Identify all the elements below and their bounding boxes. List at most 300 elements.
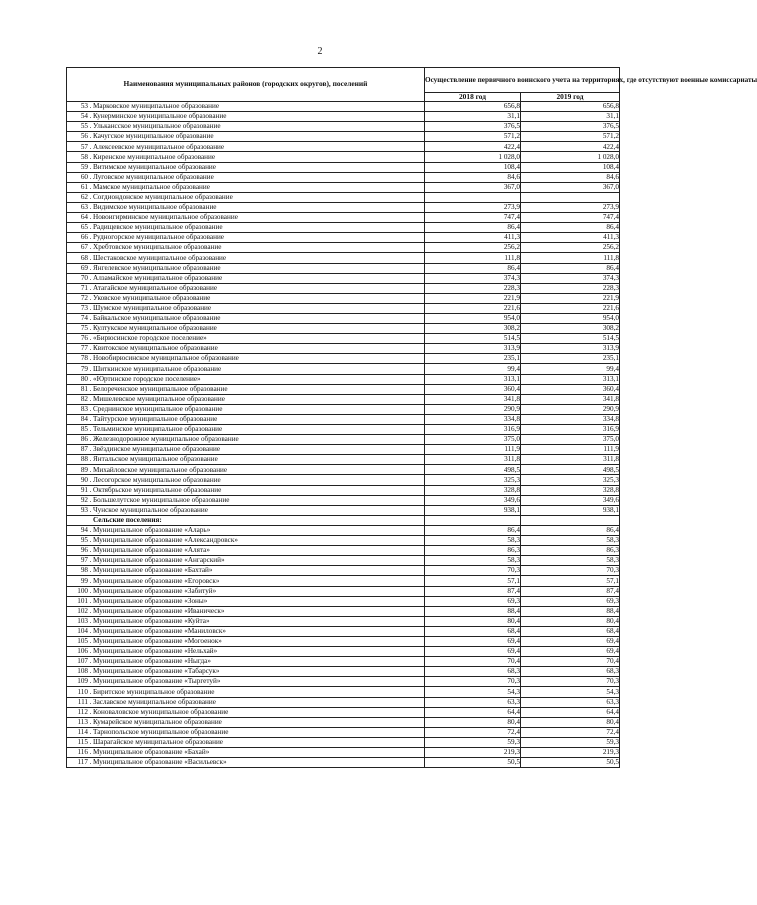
value-2018: 63,3	[425, 697, 521, 707]
row-name-cell	[67, 122, 425, 132]
table-row	[67, 727, 620, 737]
table-row	[67, 657, 620, 667]
row-number: 111	[77, 697, 88, 706]
row-number-dot: .	[89, 637, 92, 646]
row-number: 58	[80, 152, 88, 161]
row-name: Муниципальное образование «Бахай»	[93, 748, 210, 757]
row-number: 106	[77, 647, 88, 656]
row-number-dot: .	[89, 748, 92, 757]
value-2018: 334,8	[425, 414, 521, 424]
value-2019: 221,9	[521, 293, 620, 303]
row-name: Уковское муниципальное образование	[93, 293, 211, 302]
row-name: Рудногорское муниципальное образование	[93, 233, 224, 242]
row-number-dot: .	[89, 263, 92, 272]
table-row	[67, 758, 620, 768]
row-number-dot: .	[89, 394, 92, 403]
row-number-dot: .	[89, 475, 92, 484]
row-name: Видимское муниципальное образование	[93, 203, 217, 212]
table-row	[67, 132, 620, 142]
row-name: Шиткинское муниципальное образование	[93, 364, 222, 373]
row-number-dot: .	[89, 233, 92, 242]
empty-cell	[521, 515, 620, 525]
header-year-2018: 2018 год	[425, 93, 521, 102]
value-2018: 656,8	[425, 102, 521, 112]
value-2018	[425, 192, 521, 202]
table-row	[67, 455, 620, 465]
row-name-cell	[67, 394, 425, 404]
value-2018: 316,9	[425, 425, 521, 435]
row-name: Муниципальное образование «Ангарский»	[93, 556, 225, 565]
row-name: Янтальское муниципальное образование	[93, 455, 218, 464]
row-name: Звёздинское муниципальное образование	[93, 445, 221, 454]
value-2019: 58,3	[521, 556, 620, 566]
row-name-cell	[67, 586, 425, 596]
value-2018: 70,3	[425, 677, 521, 687]
row-name-cell	[67, 202, 425, 212]
value-2019: 334,8	[521, 414, 620, 424]
row-name: Хребтовское муниципальное образование	[93, 243, 222, 252]
row-number-dot: .	[89, 435, 92, 444]
row-name: Муниципальное образование «Алята»	[93, 546, 210, 555]
value-2018: 235,1	[425, 354, 521, 364]
row-name: Кунерминское муниципальное образование	[93, 112, 227, 121]
table-row	[67, 536, 620, 546]
row-number-dot: .	[89, 657, 92, 666]
row-name: Байкальское муниципальное образование	[93, 314, 221, 323]
row-name-cell	[67, 142, 425, 152]
value-2018: 367,0	[425, 182, 521, 192]
row-number: 72	[80, 293, 88, 302]
value-2019: 341,8	[521, 394, 620, 404]
row-name-cell	[67, 243, 425, 253]
row-name-cell	[67, 445, 425, 455]
row-number: 89	[80, 465, 88, 474]
table-row	[67, 202, 620, 212]
value-2019: 69,4	[521, 636, 620, 646]
row-name: Биритское муниципальное образование	[93, 687, 215, 696]
row-number: 57	[80, 142, 88, 151]
value-2018: 86,4	[425, 525, 521, 535]
value-2018: 374,3	[425, 273, 521, 283]
row-number: 81	[80, 384, 88, 393]
table-row	[67, 505, 620, 515]
row-name: Муниципальное образование «Тыргетуй»	[93, 677, 221, 686]
row-number-dot: .	[89, 758, 92, 767]
row-number-dot: .	[89, 586, 92, 595]
row-name: Лесогорское муниципальное образование	[93, 475, 221, 484]
row-name-cell	[67, 172, 425, 182]
value-2019: 86,3	[521, 546, 620, 556]
table-row	[67, 737, 620, 747]
value-2018: 68,4	[425, 626, 521, 636]
table-row	[67, 283, 620, 293]
table-row	[67, 425, 620, 435]
row-name-cell	[67, 465, 425, 475]
table-row	[67, 626, 620, 636]
row-name-cell	[67, 132, 425, 142]
row-number: 108	[77, 667, 88, 676]
value-2019: 360,4	[521, 384, 620, 394]
value-2019: 50,5	[521, 758, 620, 768]
row-name: Улькансское муниципальное образование	[93, 122, 221, 131]
row-name: Муниципальное образование «Иваническ»	[93, 606, 225, 615]
row-name-cell	[67, 657, 425, 667]
value-2018: 341,8	[425, 394, 521, 404]
row-name: Муниципальное образование «Ныгда»	[93, 657, 211, 666]
table-row	[67, 677, 620, 687]
value-2019: 80,4	[521, 616, 620, 626]
value-2019: 313,1	[521, 374, 620, 384]
row-name-cell	[67, 404, 425, 414]
row-name-cell	[67, 717, 425, 727]
row-number-dot: .	[89, 627, 92, 636]
value-2018: 498,5	[425, 465, 521, 475]
row-number-dot: .	[89, 445, 92, 454]
value-2019: 411,3	[521, 233, 620, 243]
table-row	[67, 384, 620, 394]
row-name: Киренское муниципальное образование	[93, 152, 216, 161]
row-number: 97	[80, 556, 88, 565]
row-number: 102	[77, 606, 88, 615]
row-number-dot: .	[89, 283, 92, 292]
row-name-cell	[67, 293, 425, 303]
value-2019: 69,3	[521, 596, 620, 606]
row-number-dot: .	[89, 596, 92, 605]
row-name: Чунское муниципальное образование	[93, 505, 208, 514]
row-name-cell	[67, 525, 425, 535]
value-2019: 70,3	[521, 566, 620, 576]
allocation-table	[66, 67, 757, 768]
row-number-dot: .	[89, 536, 92, 545]
row-name-cell	[67, 283, 425, 293]
row-name: Муниципальное образование «Могоенок»	[93, 637, 222, 646]
row-number: 100	[77, 586, 88, 595]
value-2018: 80,4	[425, 717, 521, 727]
value-2019: 58,3	[521, 536, 620, 546]
value-2018: 938,1	[425, 505, 521, 515]
row-name: Муниципальное образование «Куйта»	[93, 616, 210, 625]
row-name: Луговское муниципальное образование	[93, 172, 214, 181]
row-number: 113	[77, 717, 88, 726]
table-row	[67, 122, 620, 132]
value-2019: 422,4	[521, 142, 620, 152]
row-name-cell	[67, 273, 425, 283]
row-number: 87	[80, 445, 88, 454]
value-2019: 57,1	[521, 576, 620, 586]
row-name: Муниципальное образование «Бахтай»	[93, 566, 213, 575]
row-number: 98	[80, 566, 88, 575]
value-2018: 108,4	[425, 162, 521, 172]
value-2018: 111,8	[425, 253, 521, 263]
row-number: 99	[80, 576, 88, 585]
row-number: 60	[80, 172, 88, 181]
row-number-dot: .	[89, 223, 92, 232]
value-2019	[521, 192, 620, 202]
value-2019: 235,1	[521, 354, 620, 364]
value-2018: 514,5	[425, 334, 521, 344]
row-number: 65	[80, 223, 88, 232]
value-2018: 290,9	[425, 404, 521, 414]
row-number-dot: .	[89, 616, 92, 625]
table-row	[67, 687, 620, 697]
row-number-dot: .	[89, 172, 92, 181]
row-number: 90	[80, 475, 88, 484]
value-2019: 747,4	[521, 213, 620, 223]
row-number: 112	[77, 707, 88, 716]
row-number-dot: .	[89, 112, 92, 121]
value-2018: 422,4	[425, 142, 521, 152]
table-row	[67, 495, 620, 505]
value-2019: 1 028,0	[521, 152, 620, 162]
row-number-dot: .	[89, 677, 92, 686]
row-number: 69	[80, 263, 88, 272]
table-row	[67, 445, 620, 455]
value-2019: 70,4	[521, 657, 620, 667]
value-2019: 325,3	[521, 475, 620, 485]
row-name-cell	[67, 546, 425, 556]
row-name: Атагайское муниципальное образование	[93, 283, 218, 292]
value-2018: 80,4	[425, 616, 521, 626]
row-number: 88	[80, 455, 88, 464]
value-2019: 498,5	[521, 465, 620, 475]
value-2019: 111,9	[521, 445, 620, 455]
table-row	[67, 243, 620, 253]
value-2018: 219,3	[425, 748, 521, 758]
value-2018: 88,4	[425, 606, 521, 616]
table-row	[67, 293, 620, 303]
table-row	[67, 647, 620, 657]
row-name: Тайтурское муниципальное образование	[93, 415, 218, 424]
row-number: 63	[80, 203, 88, 212]
row-number: 83	[80, 404, 88, 413]
table-row	[67, 414, 620, 424]
row-number-dot: .	[89, 314, 92, 323]
value-2018: 375,0	[425, 435, 521, 445]
value-2019: 86,4	[521, 263, 620, 273]
row-number-dot: .	[89, 576, 92, 585]
value-2018: 954,0	[425, 313, 521, 323]
row-name-cell	[67, 485, 425, 495]
value-2018: 58,3	[425, 536, 521, 546]
value-2019: 87,4	[521, 586, 620, 596]
row-number-dot: .	[89, 293, 92, 302]
row-number-dot: .	[89, 667, 92, 676]
value-2018: 221,6	[425, 303, 521, 313]
value-2019: 228,3	[521, 283, 620, 293]
table-row	[67, 192, 620, 202]
row-number-dot: .	[89, 102, 92, 111]
row-number-dot: .	[89, 213, 92, 222]
row-number-dot: .	[89, 697, 92, 706]
row-name-cell	[67, 263, 425, 273]
row-name-cell	[67, 707, 425, 717]
row-number: 86	[80, 435, 88, 444]
row-name: Белореченское муниципальное образование	[93, 384, 228, 393]
value-2018: 99,4	[425, 364, 521, 374]
value-2019: 59,3	[521, 737, 620, 747]
header-year-2019: 2019 год	[521, 93, 620, 102]
row-number: 94	[80, 526, 88, 535]
value-2019: 349,6	[521, 495, 620, 505]
row-number-dot: .	[89, 152, 92, 161]
value-2018: 84,6	[425, 172, 521, 182]
row-name: Радищевское муниципальное образование	[93, 223, 223, 232]
table-row	[67, 313, 620, 323]
row-name-cell	[67, 758, 425, 768]
row-number-dot: .	[89, 304, 92, 313]
row-name-cell	[67, 112, 425, 122]
value-2018: 273,9	[425, 202, 521, 212]
table-row	[67, 435, 620, 445]
row-name-cell	[67, 596, 425, 606]
row-number: 71	[80, 283, 88, 292]
row-number-dot: .	[89, 384, 92, 393]
row-number-dot: .	[89, 404, 92, 413]
row-number: 53	[80, 102, 88, 111]
row-name: Шумское муниципальное образование	[93, 304, 212, 313]
row-name: Марковское муниципальное образование	[93, 102, 220, 111]
table-row	[67, 748, 620, 758]
row-number-dot: .	[89, 354, 92, 363]
row-number: 84	[80, 415, 88, 424]
value-2019: 86,4	[521, 223, 620, 233]
row-name: Алексеевское муниципальное образование	[93, 142, 225, 151]
row-name: Янгелевское муниципальное образование	[93, 263, 221, 272]
table-row	[67, 465, 620, 475]
row-name-cell	[67, 626, 425, 636]
row-name-cell	[67, 435, 425, 445]
row-number-dot: .	[89, 465, 92, 474]
value-2019: 54,3	[521, 687, 620, 697]
row-number: 54	[80, 112, 88, 121]
row-number-dot: .	[89, 687, 92, 696]
row-number: 107	[77, 657, 88, 666]
row-number: 66	[80, 233, 88, 242]
value-2018: 57,1	[425, 576, 521, 586]
row-number: 70	[80, 273, 88, 282]
row-number: 109	[77, 677, 88, 686]
row-name-cell	[67, 213, 425, 223]
table-row	[67, 273, 620, 283]
value-2019: 31,1	[521, 112, 620, 122]
table-row	[67, 233, 620, 243]
row-name-cell	[67, 102, 425, 112]
row-number-dot: .	[89, 162, 92, 171]
value-2018: 50,5	[425, 758, 521, 768]
table-row	[67, 213, 620, 223]
table-row	[67, 586, 620, 596]
table-row	[67, 354, 620, 364]
value-2018: 311,8	[425, 455, 521, 465]
row-name: Муниципальное образование «Табарсук»	[93, 667, 220, 676]
table-row	[67, 253, 620, 263]
value-2018: 70,3	[425, 566, 521, 576]
row-name-cell	[67, 697, 425, 707]
table-row	[67, 485, 620, 495]
row-name: Шарагайское муниципальное образование	[93, 738, 223, 747]
row-name-cell	[67, 636, 425, 646]
row-number-dot: .	[89, 182, 92, 191]
row-name: Муниципальное образование «Маниловск»	[93, 627, 226, 636]
page-number: 2	[317, 46, 323, 57]
section-row	[67, 515, 620, 525]
value-2018: 59,3	[425, 737, 521, 747]
row-name: Муниципальное образование «Зоны»	[93, 596, 208, 605]
row-name: Большелутское муниципальное образование	[93, 495, 230, 504]
row-name-cell	[67, 727, 425, 737]
value-2018: 349,6	[425, 495, 521, 505]
row-name: Качугское муниципальное образование	[93, 132, 214, 141]
row-number: 73	[80, 304, 88, 313]
value-2018: 70,4	[425, 657, 521, 667]
row-name-cell	[67, 233, 425, 243]
row-number: 79	[80, 364, 88, 373]
row-name-cell	[67, 748, 425, 758]
table-row	[67, 182, 620, 192]
row-name-cell	[67, 677, 425, 687]
row-number: 114	[77, 727, 88, 736]
value-2019: 308,2	[521, 324, 620, 334]
row-name: Новоигирминское муниципальное образование	[93, 213, 238, 222]
row-number-dot: .	[89, 344, 92, 353]
section-title: Сельские поселения:	[67, 515, 425, 525]
row-name-cell	[67, 425, 425, 435]
row-name-cell	[67, 324, 425, 334]
row-number-dot: .	[89, 364, 92, 373]
row-number-dot: .	[89, 425, 92, 434]
row-name-cell	[67, 223, 425, 233]
row-name: Култукское муниципальное образование	[93, 324, 217, 333]
row-number: 75	[80, 324, 88, 333]
value-2019: 63,3	[521, 697, 620, 707]
row-name: Мамское муниципальное образование	[93, 182, 210, 191]
value-2018: 313,1	[425, 374, 521, 384]
value-2019: 571,2	[521, 132, 620, 142]
value-2018: 221,9	[425, 293, 521, 303]
table-row	[67, 142, 620, 152]
row-number: 55	[80, 122, 88, 131]
row-number: 77	[80, 344, 88, 353]
row-name-cell	[67, 182, 425, 192]
row-name: Тельминское муниципальное образование	[93, 425, 223, 434]
value-2018: 228,3	[425, 283, 521, 293]
table-row	[67, 303, 620, 313]
row-name: Муниципальное образование «Забитуй»	[93, 586, 217, 595]
table-row	[67, 566, 620, 576]
table-row	[67, 404, 620, 414]
value-2019: 367,0	[521, 182, 620, 192]
value-2018: 308,2	[425, 324, 521, 334]
value-2018: 72,4	[425, 727, 521, 737]
row-name-cell	[67, 606, 425, 616]
row-number-dot: .	[89, 324, 92, 333]
value-2018: 69,4	[425, 636, 521, 646]
value-2019: 221,6	[521, 303, 620, 313]
row-name-cell	[67, 536, 425, 546]
table-row	[67, 556, 620, 566]
value-2018: 86,3	[425, 546, 521, 556]
row-number-dot: .	[89, 374, 92, 383]
value-2019: 72,4	[521, 727, 620, 737]
value-2019: 374,3	[521, 273, 620, 283]
row-number: 74	[80, 314, 88, 323]
row-number: 93	[80, 505, 88, 514]
row-number-dot: .	[89, 455, 92, 464]
value-2018: 328,8	[425, 485, 521, 495]
row-name-cell	[67, 647, 425, 657]
row-name-cell	[67, 455, 425, 465]
table-row	[67, 616, 620, 626]
